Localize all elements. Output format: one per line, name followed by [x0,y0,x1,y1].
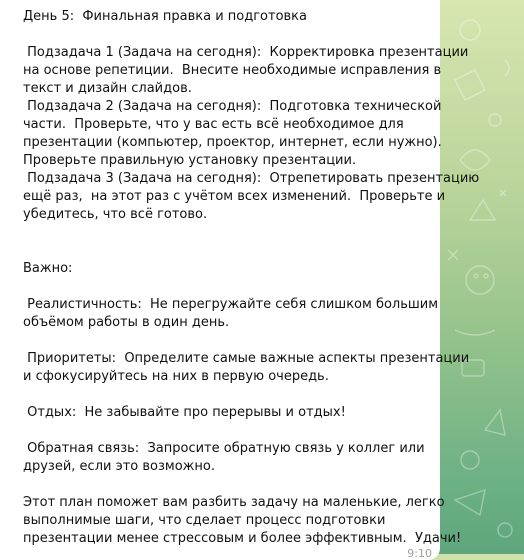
priorities-line: Приоритеты: Определите самые важные аспекты презентации [23,351,470,366]
realism-line: объёмом работы в один день. [23,315,230,330]
closing-line: Этот план поможет вам разбить задачу на маленькие, легко [23,495,445,510]
closing-line: презентации менее стрессовым и более эффективным. Удачи! [23,531,462,546]
important-heading: Важно: [23,261,73,276]
spacer [23,26,426,44]
feedback-line: Обратная связь: Запросите обратную связь у коллег или [23,441,425,456]
realism-line: Реалистичность: Не перегружайте себя слишком большим [23,297,439,312]
subtask-2-line: Подзадача 2 (Задача на сегодня): Подготовка технической [23,99,442,114]
spacer [23,278,426,296]
subtask-2-line: Проверьте правильную установку презентации. [23,153,357,168]
subtask-3-line: ещё раз, на этот раз с учётом всех изменений. Проверьте и [23,189,446,204]
message-timestamp: 9:10 [407,547,432,560]
subtask-1-line: Подзадача 1 (Задача на сегодня): Корректировка презентации [23,45,469,60]
subtask-2-line: презентации (компьютер, проектор, интернет, если нужно). [23,135,442,150]
spacer [23,476,426,494]
closing-line: выполнимые шаги, что сделает процесс подготовки [23,513,386,528]
spacer [23,422,426,440]
message-title: День 5: Финальная правка и подготовка [23,9,308,24]
subtask-1-line: на основе репетиции. Внесите необходимые исправления в [23,63,442,78]
spacer [23,224,426,242]
subtask-1-line: текст и дизайн слайдов. [23,81,192,96]
subtask-3-line: убедитесь, что всё готово. [23,207,208,222]
spacer [23,386,426,404]
spacer [23,332,426,350]
spacer [23,242,426,260]
rest-line: Отдых: Не забывайте про перерывы и отдых! [23,405,346,420]
priorities-line: и сфокусируйтесь на них в первую очередь. [23,369,329,384]
subtask-2-line: части. Проверьте, что у вас есть всё необходимое для [23,117,404,132]
subtask-3-line: Подзадача 3 (Задача на сегодня): Отрепетировать презентацию [23,171,480,186]
feedback-line: друзей, если это возможно. [23,459,215,474]
